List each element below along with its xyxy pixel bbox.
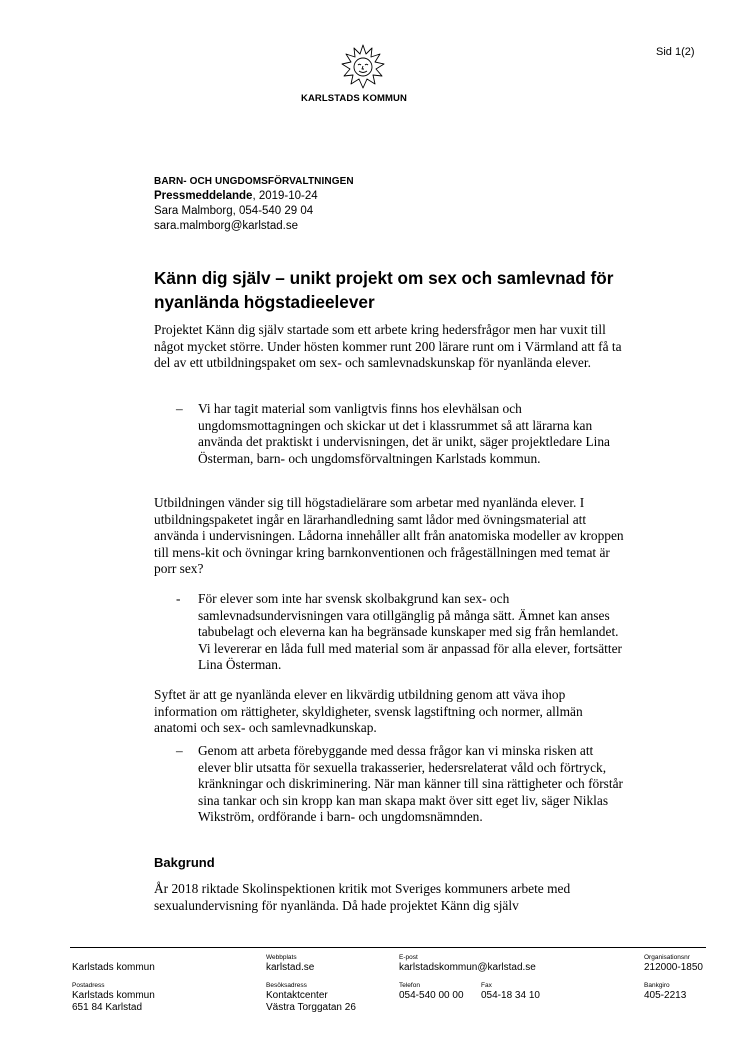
footer-bankgiro-label: Bankgiro bbox=[644, 982, 670, 989]
footer-org-name: Karlstads kommun bbox=[72, 962, 155, 973]
footer-visit-label: Besöksadress bbox=[266, 982, 307, 989]
quote-dash: – bbox=[176, 401, 183, 416]
headline: Känn dig själv – unikt projekt om sex och samlevnad för nyanlända högstadieelever bbox=[154, 268, 614, 312]
press-date: , 2019-10-24 bbox=[252, 190, 318, 202]
quote-text: Vi har tagit material som vanligtvis finns hos elevhälsan och ungdomsmottagningen och skickar ut det i klassrummet så att lärarna kan använda det praktiskt i undervisningen, det är unikt, säger projektledare Lina Österman, barn- och ungdomsförvaltningen Karlstads kommun. bbox=[198, 401, 610, 466]
footer-phone-value: 054-540 00 00 bbox=[399, 990, 464, 1001]
footer-post-label: Postadress bbox=[72, 982, 105, 989]
press-label: Pressmeddelande bbox=[154, 190, 253, 202]
paragraph-education: Utbildningen vänder sig till högstadielärare som arbetar med nyanlända elever. I utbildningspaketet ingår en lärarhandledning samt lådor med övningsmaterial att använda i undervisningen. Lådorna innehåller allt från anatomiska modeller av kroppen till mens-kit och övningar kring barnkonventionen och frågeställningen med temat är porr sex? bbox=[154, 495, 624, 576]
footer-orgnr-label: Organisationsnr bbox=[644, 954, 690, 961]
department-name: BARN- OCH UNGDOMSFÖRVALTNINGEN bbox=[154, 176, 354, 187]
contact-line: Sara Malmborg, 054-540 29 04 bbox=[154, 205, 314, 217]
footer-phone-label: Telefon bbox=[399, 982, 420, 989]
footer-divider bbox=[70, 947, 706, 948]
quote-dash: – bbox=[176, 743, 183, 758]
quote-text: Genom att arbeta förebyggande med dessa frågor kan vi minska risken att elever blir utsatta för sexuella trakasserier, hedersrelaterat våld och förtryck, kränkningar och diskriminering. När man känner till sina rättigheter och förstår sina tankar och sin kropp kan man skapa makt över sitt eget liv, säger Niklas Wikström, ordförande i barn- och ungdomsnämnden. bbox=[198, 743, 624, 824]
logo-name: KARLSTADS KOMMUN bbox=[301, 93, 407, 104]
contact-email[interactable]: sara.malmborg@karlstad.se bbox=[154, 220, 298, 232]
quote-text: För elever som inte har svensk skolbakgrund kan sex- och samlevnadsundervisningen vara otillgänglig på många sätt. Ämnet kan anses tabubelagt och eleverna kan ha begränsade kunskaper med sig från hemlandet. Vi levererar en låda full med material som är anpassad för alla elever, fortsätter Lina Österman. bbox=[198, 591, 622, 672]
sun-face-icon bbox=[341, 44, 385, 90]
footer-post-line2: 651 84 Karlstad bbox=[72, 1002, 143, 1013]
quote-block-2 bbox=[176, 591, 624, 674]
page-number: Sid 1(2) bbox=[656, 46, 695, 58]
quote-dash: - bbox=[176, 591, 181, 606]
paragraph-intro: Projektet Känn dig själv startade som ett arbete kring hedersfrågor men har vuxit till något mycket större. Under hösten kommer runt 200 lärare runt om i Värmland att få ta del av ett utbildningspaket om sex- och samlevnadskunskap för nyanlända elever. bbox=[154, 322, 622, 370]
footer-web-label: Webbplats bbox=[266, 954, 297, 961]
footer-bankgiro-value: 405-2213 bbox=[644, 990, 687, 1001]
quote-block-3 bbox=[176, 743, 624, 826]
footer-email-link[interactable]: karlstadskommun@karlstad.se bbox=[399, 962, 536, 973]
footer-web-link[interactable]: karlstad.se bbox=[266, 962, 315, 973]
press-header bbox=[154, 174, 354, 234]
paragraph-background: År 2018 riktade Skolinspektionen kritik mot Sveriges kommuners arbete med sexualundervisning för nyanlända. Då hade projektet Känn dig själv bbox=[154, 881, 571, 913]
quote-block-1 bbox=[176, 401, 624, 467]
footer-orgnr-value: 212000-1850 bbox=[644, 962, 703, 973]
paragraph-purpose: Syftet är att ge nyanlända elever en likvärdig utbildning genom att väva ihop information om rättigheter, skyldigheter, svensk lagstiftning och normer, allmän anatomi och sex- och samlevnadkunskap. bbox=[154, 687, 583, 735]
footer-post-line1: Karlstads kommun bbox=[72, 990, 155, 1001]
section-heading-background: Bakgrund bbox=[154, 855, 215, 870]
footer-visit-line1: Kontaktcenter bbox=[266, 990, 328, 1001]
footer-visit-line2: Västra Torggatan 26 bbox=[266, 1002, 356, 1013]
footer-fax-value: 054-18 34 10 bbox=[481, 990, 540, 1001]
press-line bbox=[154, 189, 354, 204]
footer-fax-label: Fax bbox=[481, 982, 492, 989]
footer-email-label: E-post bbox=[399, 954, 418, 961]
